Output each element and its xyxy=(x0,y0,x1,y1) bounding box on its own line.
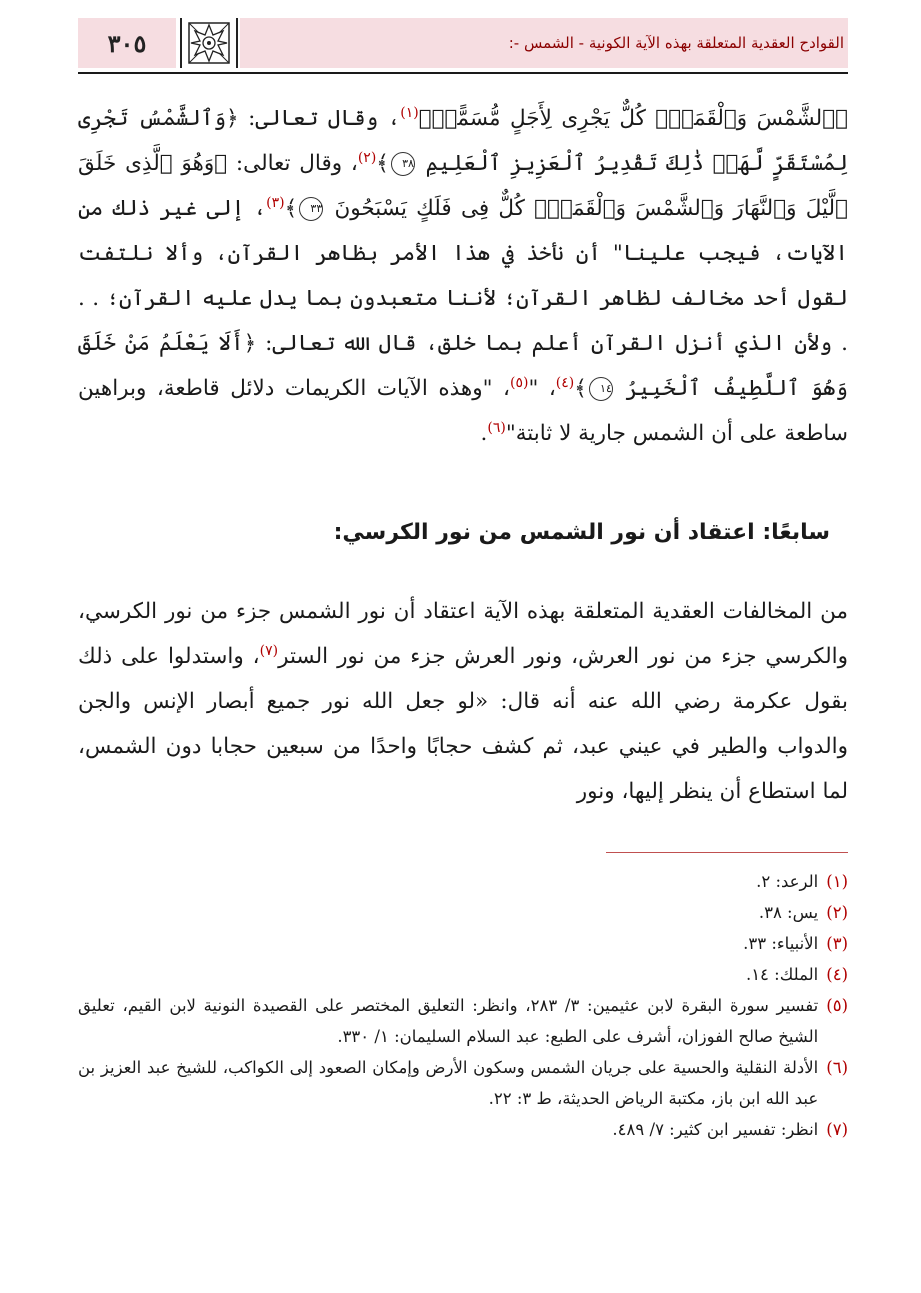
footnote-ref-1[interactable]: (١) xyxy=(400,104,419,121)
footnote-ref-3[interactable]: (٣) xyxy=(266,194,285,211)
quran-text: ٱلشَّمْسَ وَٱلْقَمَرَۖ كُلٌّ يَجْرِى لِأَجَلٍ مُّسَمًّىۚ xyxy=(431,106,836,131)
geometric-star-ornament-icon xyxy=(180,18,238,68)
ornament-svg xyxy=(187,21,231,65)
footnote-number: (٢) xyxy=(826,903,848,922)
header-rule xyxy=(78,72,848,74)
body-paragraph-top: ﴿ٱلشَّمْسَ وَٱلْقَمَرَۖ كُلٌّ يَجْرِى لِأَجَلٍ مُّسَمًّىۚ﴾$^{(١)}$، وقال تعالى: ﴿وَٱلشَّمْسُ تَجْرِى لِمُسْتَقَرٍّ لَّهَاۚ ذَٰلِكَ تَقْدِيرُ ٱلْعَزِيزِ ٱلْعَلِيمِ ٣٨﴾$^{(٢)}$، وقال تعالى: ﴿وَهُوَ ٱلَّذِى خَلَقَ ٱلَّيْلَ وَٱلنَّهَارَ وَٱلشَّمْسَ وَٱلْقَمَرَۖ كُلٌّ فِى فَلَكٍ يَسْبَحُونَ ٣٣﴾$^{(٣)}$، إلى غير ذلك من الآيات، فيجب علينا" أن نأخذ في هذا الأمر بظاهر القرآن، وألا نلتفت لقول أحد مخالف لظاهر القرآن؛ لأننا متعبدون بما يدل عليه القرآن؛ . . . ولأن الذي أنزل القرآن أعلم بما خلق، قال الله تعالى: ﴿أَلَا يَعْلَمُ مَنْ خَلَقَ وَهُوَ ٱللَّطِيفُ ٱلْخَبِيرُ ١٤﴾$^{(٤)}$، "$^{(٥)}$، "وهذه الآيات الكريمات دلائل قاطعة، وبراهين ساطعة على أن الشمس جارية لا ثابتة"$^{(٦)}$. xyxy=(78,104,849,446)
footnote-item xyxy=(78,897,848,928)
body-text: ، وقال تعالى: ﴿وَٱلشَّمْسُ تَجْرِى xyxy=(78,106,401,131)
footnote-number: (٧) xyxy=(826,1120,848,1139)
body-text: نور الكرسي، والكرسي جزء من نور العرش، ونور العرش جزء من نور xyxy=(78,599,849,669)
footnote-number: (٦) xyxy=(826,1058,848,1077)
body-text: على أن الشمس جارية لا ثابتة" xyxy=(505,421,778,446)
body-text: جميع أبصار الإنس والجن والدواب والطير في عيني عبد، ثم كشف حجابًا xyxy=(78,689,848,759)
body-text: الآيات، فيجب علينا" أن نأخذ في هذا الأمر بظاهر القرآن، وألا نلتفت لقول xyxy=(78,241,848,311)
body-paragraph-bottom xyxy=(78,589,848,814)
footnote-text: الأنبياء: ٣٣. xyxy=(743,934,819,953)
section-heading: سابعًا: اعتقاد أن نور الشمس من نور الكرسي: xyxy=(333,520,830,545)
footnote-ref-2[interactable]: (٢) xyxy=(357,149,377,166)
ayah-number-mark: ٣٣ xyxy=(299,197,323,221)
body-text: واحدًا من سبعين حجابا دون الشمس، لما استطاع أن ينظر إليها، ونور xyxy=(78,734,848,804)
quran-text: ٱلْخَبِيرُ xyxy=(625,376,701,401)
footnote-ref-6[interactable]: (٦) xyxy=(487,419,506,436)
footnote-number: (١) xyxy=(826,872,848,891)
page-number-text: ٣٠٥ xyxy=(107,28,147,58)
ayah-number-mark: ١٤ xyxy=(589,377,613,401)
body-text: "وهذه الآيات الكريمات دلائل قاطعة، وبراهين ساطعة xyxy=(78,376,848,446)
quran-text: ٱلَّيْلَ وَٱلنَّهَارَ وَٱلشَّمْسَ وَٱلْقَمَرَۖ كُلٌّ فِى فَلَكٍ يَسْبَحُونَ xyxy=(334,196,848,221)
footnote-item xyxy=(78,866,848,897)
quran-quote: ﴿ٱلشَّمْسَ وَٱلْقَمَرَۖ كُلٌّ يَجْرِى لِأَجَلٍ مُّسَمًّىۚ﴾ xyxy=(418,106,849,131)
footnote-text: الملك: ١٤. xyxy=(745,965,819,984)
footnote-text: يس: ٣٨. xyxy=(758,903,819,922)
footnote-text: الأدلة النقلية والحسية على جريان الشمس وسكون الأرض وإمكان الصعود إلى الكواكب، للشيخ عبد العزيز بن عبد الله ابن باز، مكتبة الرياض الحديثة، ط ٣: ٢٢. xyxy=(78,1058,819,1108)
footnotes-list xyxy=(78,866,848,1145)
footnote-ref-7[interactable]: (٧) xyxy=(259,642,279,659)
body-text: ، وقال تعالى: ﴿وَهُوَ ٱلَّذِى خَلَقَ xyxy=(78,151,358,176)
footnote-text: انظر: تفسير ابن كثير: ٧/ ٤٨٩. xyxy=(612,1120,819,1139)
body-text: الذي أنزل القرآن أعلم بما خلق، قال الله تعالى: ﴿أَلَا يَعْلَمُ مَنْ خَلَقَ وَهُوَ ٱللَّطِيفُ xyxy=(78,331,848,401)
footnote-item xyxy=(78,1052,848,1114)
footnote-item xyxy=(78,990,848,1052)
footnote-text: الرعد: ٢. xyxy=(756,872,819,891)
footnote-item xyxy=(78,928,848,959)
footnote-number: (٥) xyxy=(826,996,848,1015)
footnote-separator xyxy=(606,852,848,853)
footnote-number: (٤) xyxy=(826,965,848,984)
page-number xyxy=(78,18,176,68)
footnote-text: تفسير سورة البقرة لابن عثيمين: ٣/ ٢٨٣، وانظر: التعليق المختصر على القصيدة النونية لابن القيم، تعليق الشيخ صالح الفوزان، أشرف على الطبع: عبد السلام السليمان: ١/ ٣٣٠. xyxy=(78,996,819,1046)
body-text: الستر xyxy=(278,644,329,669)
body-text: من المخالفات العقدية المتعلقة بهذه الآية اعتقاد أن نور الشمس جزء من xyxy=(200,599,848,624)
running-title-text: القوادح العقدية المتعلقة بهذه الآية الكونية - الشمس -: xyxy=(508,34,844,52)
running-title xyxy=(240,18,848,68)
quran-text: لِمُسْتَقَرٍّ لَّهَاۚ ذَٰلِكَ تَقْدِيرُ ٱلْعَزِيزِ ٱلْعَلِيمِ xyxy=(425,151,848,176)
ayah-number-mark: ٣٨ xyxy=(391,152,415,176)
footnote-ref-5[interactable]: (٥) xyxy=(509,374,529,391)
body-text: أحد مخالف لظاهر القرآن؛ لأننا متعبدون بما يدل عليه القرآن؛ . . . ولأن xyxy=(78,286,848,356)
body-text: ، إلى غير ذلك من xyxy=(78,196,267,221)
body-text: ، واستدلوا على ذلك بقول عكرمة رضي الله عنه أنه قال: «لو جعل الله نور xyxy=(78,644,848,714)
footnote-item xyxy=(78,959,848,990)
footnote-ref-4[interactable]: (٤) xyxy=(555,374,575,391)
footnote-item xyxy=(78,1114,848,1145)
footnote-number: (٣) xyxy=(826,934,848,953)
